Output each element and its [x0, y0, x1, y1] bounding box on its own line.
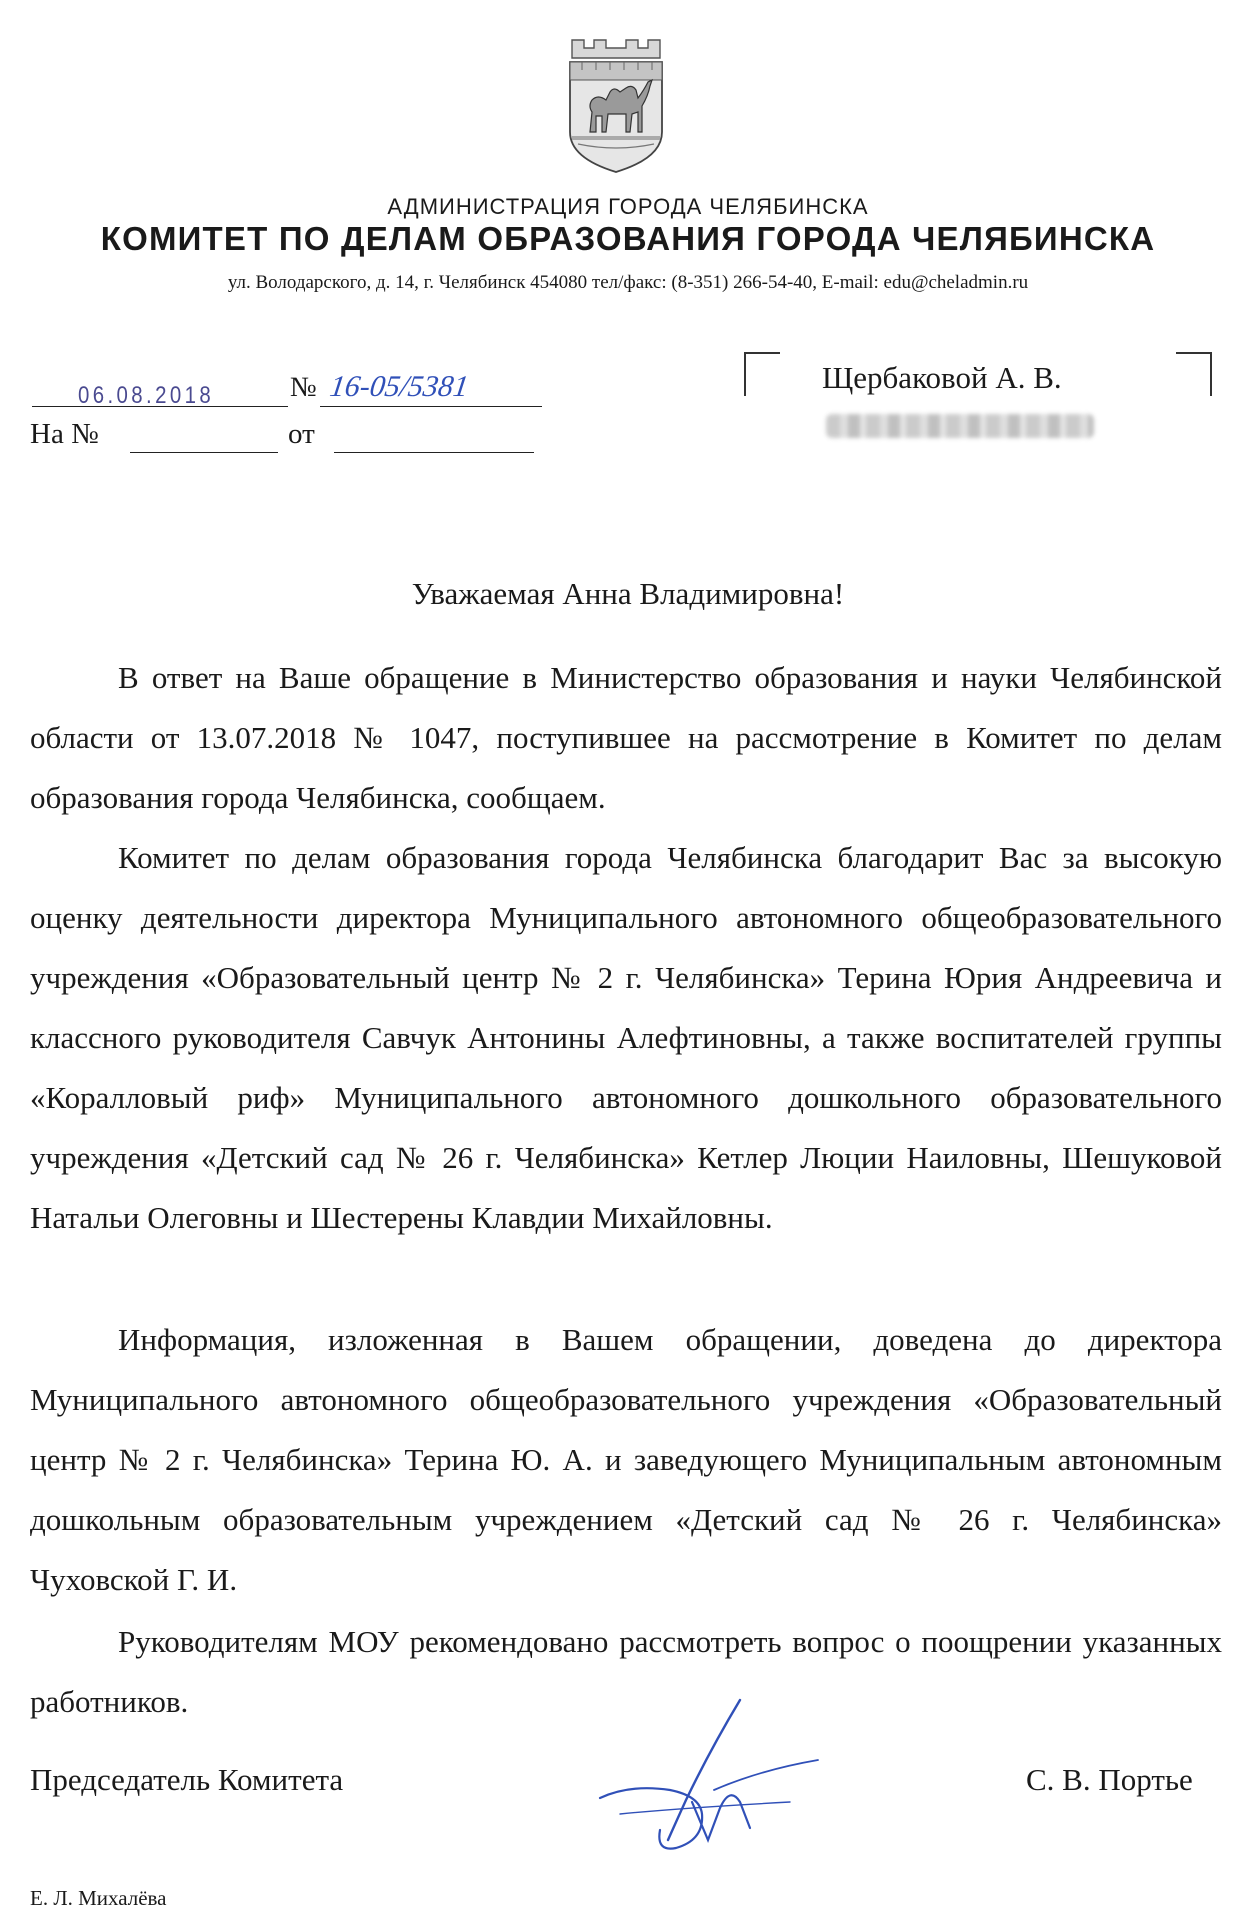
- reply-from-label: от: [288, 418, 315, 450]
- addressee-address-redacted: [826, 414, 1094, 438]
- outgoing-date-stamp: 06.08.2018: [78, 382, 215, 409]
- reply-to-number-label: На №: [30, 418, 99, 450]
- reply-number-underline: [130, 420, 278, 453]
- addressee-name: Щербаковой А. В.: [822, 360, 1062, 395]
- addressee-corner-right: [1176, 352, 1212, 396]
- body-paragraph-4: Руководителям МОУ рекомендовано рассмотреть вопрос о поощрении указанных работников.: [30, 1624, 1222, 1719]
- address-line: ул. Володарского, д. 14, г. Челябинск 454080 тел/факс: (8-351) 266-54-40, E-mail: edu@cheladmin.ru: [227, 272, 1029, 293]
- body-paragraph-1: В ответ на Ваше обращение в Министерство образования и науки Челябинской области от 13.07.2018 № 1047, поступившее на рассмотрение в Комитет по делам образования города Челябинска, сообщаем.: [30, 660, 1222, 815]
- handwritten-signature: [590, 1690, 830, 1860]
- city-coat-of-arms-emblem: [562, 36, 670, 174]
- reply-date-underline: [334, 420, 534, 453]
- signatory-title: Председатель Комитета: [30, 1762, 344, 1797]
- signatory-name: С. В. Портье: [1026, 1762, 1193, 1797]
- salutation: Уважаемая Анна Владимировна!: [411, 576, 845, 611]
- outgoing-number-handwritten: 16-05/5381: [327, 370, 471, 403]
- administration-line: АДМИНИСТРАЦИЯ ГОРОДА ЧЕЛЯБИНСКА: [387, 194, 869, 219]
- executor-name: Е. Л. Михалёва: [30, 1886, 167, 1910]
- addressee-corner-left: [744, 352, 780, 396]
- committee-title: КОМИТЕТ ПО ДЕЛАМ ОБРАЗОВАНИЯ ГОРОДА ЧЕЛЯБИНСКА: [100, 220, 1156, 257]
- number-label: №: [290, 372, 317, 403]
- body-paragraph-2: Комитет по делам образования города Челябинска благодарит Вас за высокую оценку деятельности директора Муниципального автономного общеобразовательного учреждения «Образовательный центр № 2 г. Челябинска» Терина Юрия Андреевича и классного руководителя Савчук Антонины Алефтиновны, а также воспитателей группы «Коралловый риф» Муниципального автономного дошкольного образовательного учреждения «Детский сад № 26 г. Челябинска» Кетлер Люции Наиловны, Шешуковой Натальи Олеговны и Шестерены Клавдии Михайловны.: [30, 840, 1222, 1235]
- body-paragraph-3: Информация, изложенная в Вашем обращении, доведена до директора Муниципального автономного общеобразовательного учреждения «Образовательный центр № 2 г. Челябинска» Терина Ю. А. и заведующего Муниципальным автономным дошкольным образовательным учреждением «Детский сад № 26 г. Челябинска» Чуховской Г. И.: [30, 1322, 1222, 1597]
